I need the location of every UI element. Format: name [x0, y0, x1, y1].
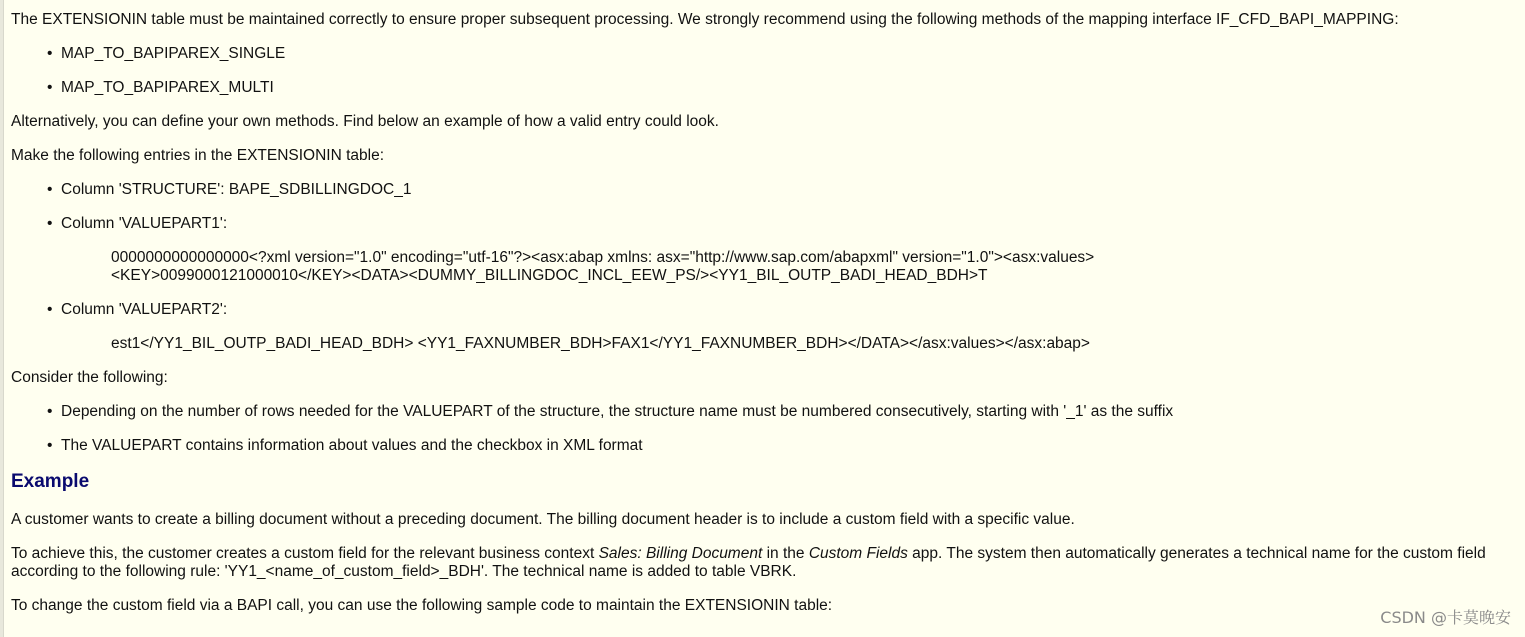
list-item: • Depending on the number of rows needed for the VALUEPART of the structure, the structure name must be numbered consecutively, starting with '_1' as the suffix: [47, 403, 1174, 420]
watermark: CSDN @卡莫晚安: [1380, 608, 1511, 627]
list-item: • MAP_TO_BAPIPAREX_MULTI: [47, 79, 274, 96]
bullet-icon: •: [47, 301, 53, 318]
list-item: • The VALUEPART contains information about values and the checkbox in XML format: [47, 437, 643, 454]
left-frame-edge: [0, 0, 4, 637]
entries-list: [11, 181, 1516, 233]
list-item: • Column 'VALUEPART1':: [47, 215, 228, 232]
bullet-icon: •: [47, 403, 53, 420]
document-body: [11, 11, 1516, 631]
bullet-icon: •: [47, 181, 53, 198]
entries-intro-paragraph: Make the following entries in the EXTENSIONIN table:: [11, 147, 385, 164]
intro-paragraph: The EXTENSIONIN table must be maintained correctly to ensure proper subsequent processing. We strongly recommend using the following methods of the mapping interface IF_CFD_BAPI_MAPPING:: [11, 11, 1399, 28]
list-item: • Column 'STRUCTURE': BAPE_SDBILLINGDOC_1: [47, 181, 412, 198]
example-paragraph-1: A customer wants to create a billing document without a preceding document. The billing document header is to include a custom field with a specific value.: [11, 511, 1075, 528]
list-item: • MAP_TO_BAPIPAREX_SINGLE: [47, 45, 286, 62]
alternative-paragraph: Alternatively, you can define your own methods. Find below an example of how a valid entry could look.: [11, 113, 719, 130]
example-heading: Example: [11, 471, 90, 492]
bullet-icon: •: [47, 437, 53, 454]
bullet-icon: •: [47, 215, 53, 232]
example-paragraph-2: To achieve this, the customer creates a custom field for the relevant business context Sales: Billing Document in the Custom Fields app. The system then automatically generates a technical name for the custom field according to the following rule: 'YY1_<name_of_custom_field>_BDH'. The technical name is added to table VBRK.: [11, 545, 1486, 580]
methods-list: [11, 45, 1516, 97]
consider-intro-paragraph: Consider the following:: [11, 369, 168, 386]
valuepart1-value: 0000000000000000<?xml version="1.0" encoding="utf-16"?><asx:abap xmlns: asx="http://www.sap.com/abapxml" version="1.0"><asx:values> <KEY>0099000121000010</KEY><DATA><DUMMY_BILLINGDOC_INCL_EEW_PS/><YY1_BIL_OUTP_BADI_HEAD_BDH>T: [111, 249, 1095, 284]
example-paragraph-3: To change the custom field via a BAPI call, you can use the following sample code to maintain the EXTENSIONIN table:: [11, 597, 833, 614]
entries-list-2: [11, 301, 1516, 319]
bullet-icon: •: [47, 79, 53, 96]
valuepart2-value: est1</YY1_BIL_OUTP_BADI_HEAD_BDH> <YY1_FAXNUMBER_BDH>FAX1</YY1_FAXNUMBER_BDH></DATA></asx:values></asx:abap>: [111, 335, 1090, 352]
bullet-icon: •: [47, 45, 53, 62]
list-item: • Column 'VALUEPART2':: [47, 301, 228, 318]
consider-list: [11, 403, 1516, 455]
